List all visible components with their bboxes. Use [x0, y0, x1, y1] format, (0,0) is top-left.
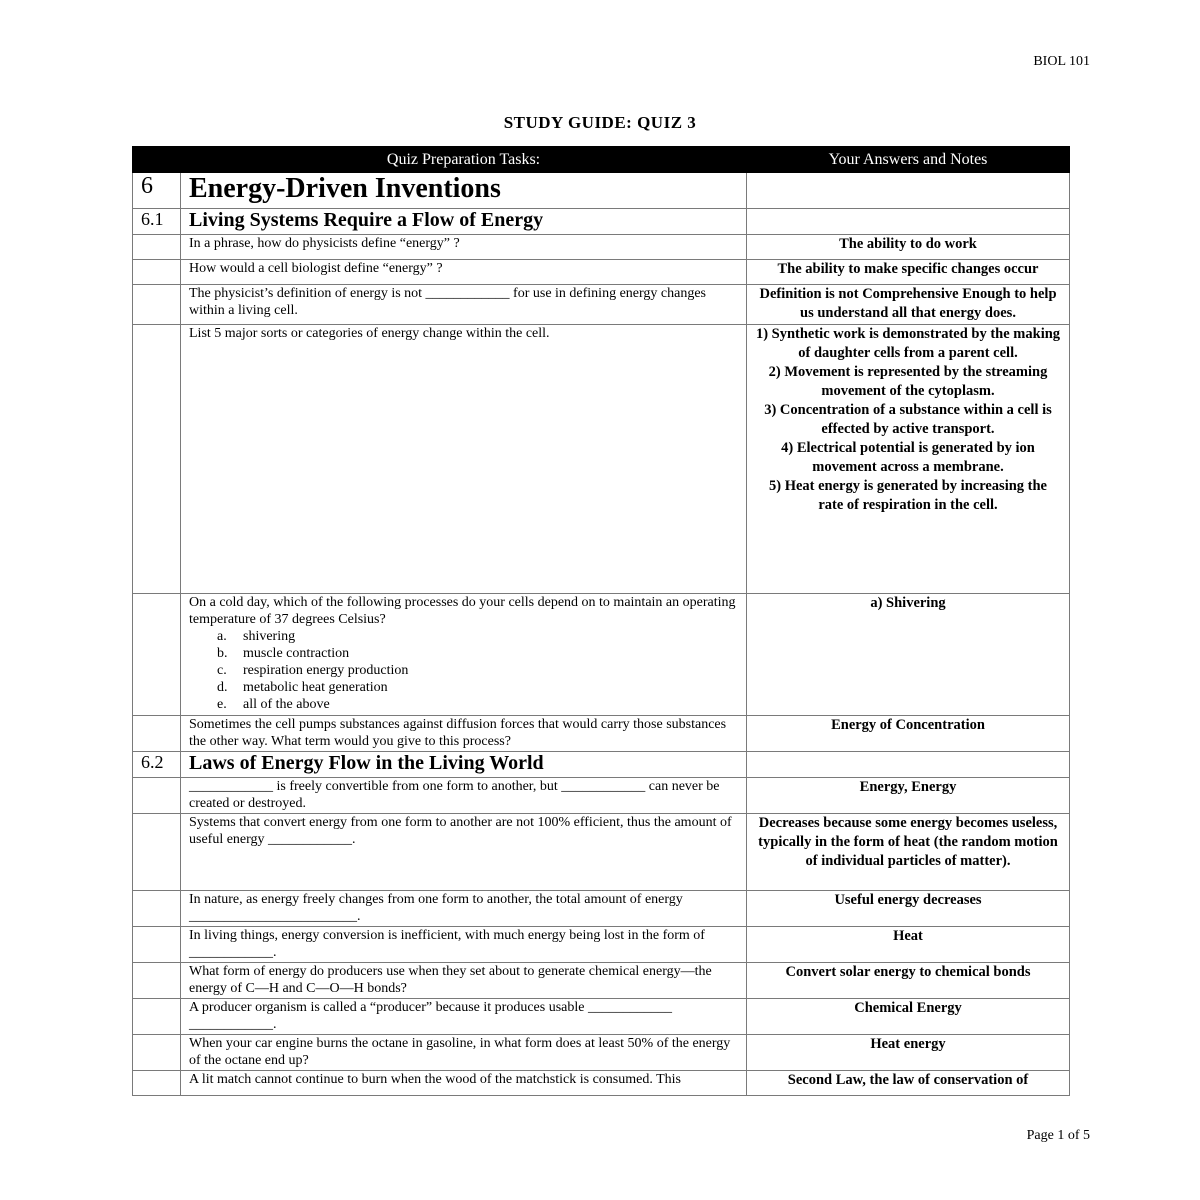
option-item: b. muscle contraction: [217, 646, 350, 661]
page-number: Page 1 of 5: [1026, 1128, 1090, 1143]
section-number: 6.2: [133, 752, 181, 778]
row-number-cell: [133, 778, 181, 814]
answer-cell: Heat energy: [747, 1035, 1070, 1071]
table-row: [133, 814, 1070, 891]
row-number-cell: [133, 235, 181, 260]
question-cell: A lit match cannot continue to burn when the wood of the matchstick is consumed. This: [181, 1071, 747, 1096]
header-answers: Your Answers and Notes: [747, 147, 1070, 173]
question-cell: In a phrase, how do physicists define “energy” ?: [181, 235, 747, 260]
option-item: c. respiration energy production: [217, 663, 409, 678]
answer-cell: Chemical Energy: [747, 999, 1070, 1035]
section-answer-cell: [747, 209, 1070, 235]
question-cell: In living things, energy conversion is inefficient, with much energy being lost in the form of ____________.: [181, 927, 747, 963]
table-row: [133, 778, 1070, 814]
row-number-cell: [133, 716, 181, 752]
question-cell: ____________ is freely convertible from one form to another, but ____________ can never be created or destroyed.: [181, 778, 747, 814]
row-number-cell: [133, 1035, 181, 1071]
table-row: [133, 594, 1070, 716]
table-row: [133, 963, 1070, 999]
section-number: 6.1: [133, 209, 181, 235]
question-cell: In nature, as energy freely changes from one form to another, the total amount of energy ________________________.: [181, 891, 747, 927]
row-number-cell: [133, 594, 181, 716]
list-item: 1) Synthetic work is demonstrated by the making of daughter cells from a parent cell.: [755, 326, 1061, 361]
table-row: [133, 927, 1070, 963]
options-list: [189, 628, 738, 713]
section-row: [133, 209, 1070, 235]
row-number-cell: [133, 285, 181, 325]
question-cell: When your car engine burns the octane in gasoline, in what form does at least 50% of the energy of the octane end up?: [181, 1035, 747, 1071]
page-title: STUDY GUIDE: QUIZ 3: [503, 113, 697, 132]
table-row: [133, 1071, 1070, 1096]
answer-cell: Useful energy decreases: [747, 891, 1070, 927]
row-number-cell: [133, 927, 181, 963]
question-cell: How would a cell biologist define “energy” ?: [181, 260, 747, 285]
course-code: BIOL 101: [1033, 54, 1090, 69]
option-item: d. metabolic heat generation: [217, 680, 388, 695]
chapter-title: Energy-Driven Inventions: [181, 173, 747, 209]
table-header-row: [133, 147, 1070, 173]
list-item: 2) Movement is represented by the streaming movement of the cytoplasm.: [768, 364, 1048, 399]
list-item: 3) Concentration of a substance within a cell is effected by active transport.: [764, 402, 1052, 437]
section-row: [133, 752, 1070, 778]
answer-cell: The ability to make specific changes occur: [747, 260, 1070, 285]
chapter-row: [133, 173, 1070, 209]
answer-cell: a) Shivering: [747, 594, 1070, 716]
chapter-answer-cell: [747, 173, 1070, 209]
section-title: Living Systems Require a Flow of Energy: [181, 209, 747, 235]
table-row: [133, 999, 1070, 1035]
answer-cell: Decreases because some energy becomes useless, typically in the form of heat (the random motion of individual particles of matter).: [747, 814, 1070, 891]
row-number-cell: [133, 260, 181, 285]
row-number-cell: [133, 891, 181, 927]
row-number-cell: [133, 999, 181, 1035]
question-cell: What form of energy do producers use when they set about to generate chemical energy—the energy of C—H and C—O—H bonds?: [181, 963, 747, 999]
table-row: [133, 285, 1070, 325]
chapter-number: 6: [133, 173, 181, 209]
answer-cell: [747, 325, 1070, 594]
table-row: [133, 1035, 1070, 1071]
table-row: [133, 325, 1070, 594]
question-cell: List 5 major sorts or categories of energy change within the cell.: [181, 325, 747, 594]
option-item: e. all of the above: [217, 697, 330, 712]
list-item: 5) Heat energy is generated by increasing the rate of respiration in the cell.: [768, 478, 1047, 513]
question-cell: Sometimes the cell pumps substances against diffusion forces that would carry those substances the other way. What term would you give to this process?: [181, 716, 747, 752]
table-row: [133, 260, 1070, 285]
list-item: 4) Electrical potential is generated by ion movement across a membrane.: [781, 440, 1035, 475]
question-cell: A producer organism is called a “producer” because it produces usable ____________ ____________.: [181, 999, 747, 1035]
row-number-cell: [133, 814, 181, 891]
question-cell: The physicist’s definition of energy is not ____________ for use in defining energy changes within a living cell.: [181, 285, 747, 325]
option-item: a. shivering: [217, 629, 296, 644]
answer-cell: Heat: [747, 927, 1070, 963]
table-row: [133, 891, 1070, 927]
row-number-cell: [133, 963, 181, 999]
row-number-cell: [133, 1071, 181, 1096]
study-guide-table: [132, 146, 1070, 1096]
header-tasks: Quiz Preparation Tasks:: [181, 147, 747, 173]
question-text: On a cold day, which of the following processes do your cells depend on to maintain an operating temperature of 37 degrees Celsius?: [189, 595, 736, 627]
question-cell: Systems that convert energy from one form to another are not 100% efficient, thus the amount of useful energy ____________.: [181, 814, 747, 891]
table-row: [133, 235, 1070, 260]
question-cell: [181, 594, 747, 716]
header-number-cell: [133, 147, 181, 173]
answer-cell: The ability to do work: [747, 235, 1070, 260]
answer-cell: Second Law, the law of conservation of: [747, 1071, 1070, 1096]
section-title: Laws of Energy Flow in the Living World: [181, 752, 747, 778]
answer-cell: Energy, Energy: [747, 778, 1070, 814]
answer-cell: Energy of Concentration: [747, 716, 1070, 752]
row-number-cell: [133, 325, 181, 594]
answer-cell: Definition is not Comprehensive Enough to help us understand all that energy does.: [747, 285, 1070, 325]
section-answer-cell: [747, 752, 1070, 778]
answer-cell: Convert solar energy to chemical bonds: [747, 963, 1070, 999]
table-row: [133, 716, 1070, 752]
energy-categories-list: [755, 325, 1061, 515]
